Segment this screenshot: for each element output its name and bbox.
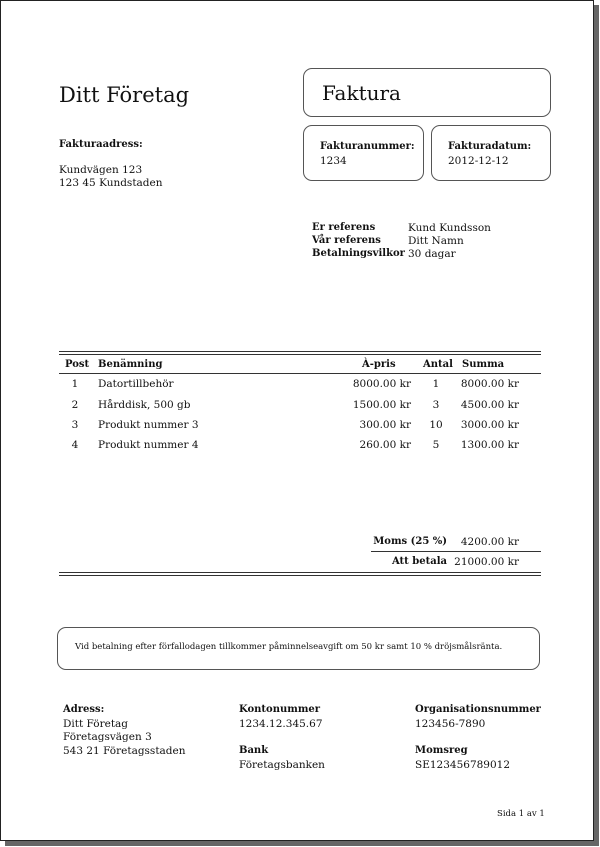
page-number: Sida 1 av 1: [497, 809, 545, 819]
cell-name: Datortillbehör: [98, 378, 174, 390]
invoice-number-box: [303, 125, 424, 181]
cell-unit-price: 8000.00 kr: [352, 378, 411, 390]
cell-name: Produkt nummer 4: [98, 439, 199, 451]
footer-vat-reg-label: Momsreg: [415, 745, 468, 756]
table-header-rule: [59, 373, 541, 374]
cell-sum: 4500.00 kr: [460, 399, 519, 411]
cell-qty: 10: [429, 419, 443, 431]
table-bottom-rule: [59, 575, 541, 576]
reference-label: Vår referens: [312, 235, 381, 246]
vat-value: 4200.00 kr: [460, 536, 519, 548]
invoice-number: 1234: [320, 155, 347, 167]
invoice-date-label: Fakturadatum:: [448, 141, 532, 152]
table-top-rule: [59, 351, 541, 352]
cell-qty: 5: [432, 439, 440, 451]
cell-post: 3: [71, 419, 79, 431]
footer-address-line: Företagsvägen 3: [63, 731, 152, 743]
cell-qty: 3: [432, 399, 440, 411]
cell-name: Produkt nummer 3: [98, 419, 199, 431]
footer-account: 1234.12.345.67: [239, 718, 323, 730]
footer-address-label: Adress:: [63, 704, 105, 715]
footer-org-label: Organisationsnummer: [415, 704, 541, 715]
cell-qty: 1: [432, 378, 440, 390]
invoice-title-box: [303, 68, 551, 117]
cell-sum: 3000.00 kr: [460, 419, 519, 431]
table-top-rule: [59, 354, 541, 355]
footer-bank: Företagsbanken: [239, 759, 325, 771]
col-header-unit-price: À-pris: [362, 359, 396, 370]
cell-post: 1: [71, 378, 79, 390]
cell-sum: 8000.00 kr: [460, 378, 519, 390]
total-label: Att betala: [391, 556, 447, 567]
billing-address-line1: Kundvägen 123: [59, 164, 143, 176]
payment-note: Vid betalning efter förfallodagen tillkommer påminnelseavgift om 50 kr samt 10 % dröjsmålsränta.: [75, 642, 503, 652]
reference-value: 30 dagar: [408, 248, 456, 260]
reference-label: Er referens: [312, 222, 376, 233]
col-header-post: Post: [65, 359, 90, 370]
footer-account-label: Kontonummer: [239, 704, 321, 715]
col-header-sum: Summa: [462, 359, 505, 370]
reference-label: Betalningsvilkor: [312, 248, 405, 259]
col-header-qty: Antal: [423, 359, 453, 370]
vat-rule: [371, 551, 541, 552]
col-header-name: Benämning: [98, 359, 163, 370]
cell-post: 2: [71, 399, 79, 411]
total-value: 21000.00 kr: [454, 556, 519, 568]
payment-note-box: [57, 627, 540, 670]
cell-sum: 1300.00 kr: [460, 439, 519, 451]
invoice-number-label: Fakturanummer:: [320, 141, 415, 152]
footer-org: 123456-7890: [415, 718, 486, 730]
invoice-date-box: [431, 125, 551, 181]
company-name: Ditt Företag: [59, 83, 190, 107]
footer-bank-label: Bank: [239, 745, 269, 756]
vat-label: Moms (25 %): [373, 536, 447, 547]
cell-post: 4: [71, 439, 79, 451]
cell-name: Hårddisk, 500 gb: [98, 399, 191, 411]
billing-address-line2: 123 45 Kundstaden: [59, 177, 163, 189]
reference-value: Ditt Namn: [408, 235, 464, 247]
billing-address-label: Fakturaadress:: [59, 139, 143, 150]
invoice-title: Faktura: [322, 81, 401, 105]
cell-unit-price: 1500.00 kr: [352, 399, 411, 411]
table-bottom-rule: [59, 572, 541, 573]
footer-address-line: 543 21 Företagsstaden: [63, 745, 186, 757]
cell-unit-price: 260.00 kr: [359, 439, 411, 451]
footer-vat-reg: SE123456789012: [415, 759, 511, 771]
invoice-date: 2012-12-12: [448, 155, 509, 167]
reference-value: Kund Kundsson: [408, 222, 491, 234]
footer-address-line: Ditt Företag: [63, 718, 129, 730]
cell-unit-price: 300.00 kr: [359, 419, 411, 431]
